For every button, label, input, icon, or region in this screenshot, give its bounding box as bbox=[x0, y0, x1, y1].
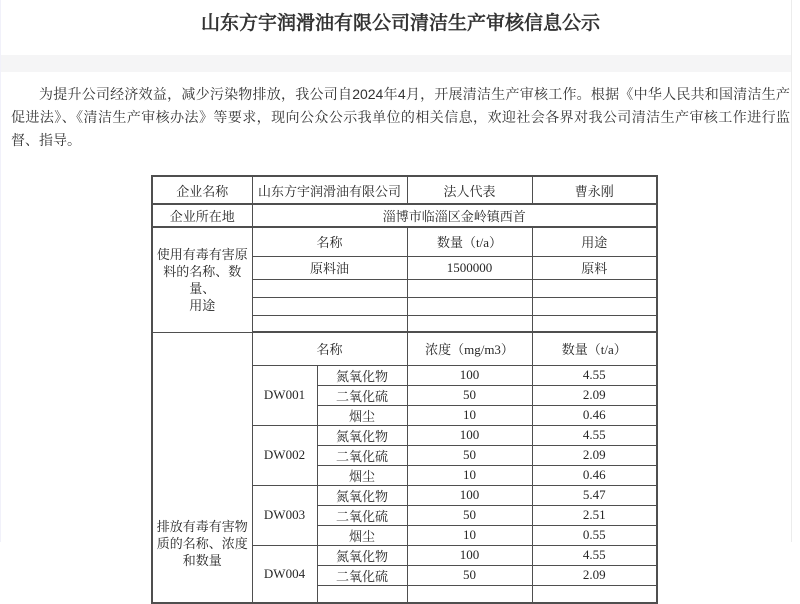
emissions-section-label bbox=[152, 332, 252, 603]
pollutant-conc-cell: 50 bbox=[407, 565, 532, 585]
empty-cell bbox=[252, 297, 407, 315]
pollutant-conc-cell: 10 bbox=[407, 465, 532, 485]
pollutant-conc-cell: 100 bbox=[407, 485, 532, 505]
pollutant-name-cell: 二氧化硫 bbox=[317, 505, 407, 525]
pollutant-qty-cell: 2.09 bbox=[532, 565, 657, 585]
materials-header-row bbox=[152, 227, 657, 256]
empty-cell bbox=[532, 279, 657, 297]
pollutant-name-cell: 氮氧化物 bbox=[317, 545, 407, 565]
empty-cell bbox=[407, 279, 532, 297]
outlet-id-cell: DW004 bbox=[252, 545, 317, 603]
emissions-label-line: 排放有毒有害物 bbox=[156, 518, 248, 534]
empty-cell bbox=[407, 315, 532, 332]
pollutant-name-cell: 烟尘 bbox=[317, 405, 407, 425]
page-title: 山东方宇润滑油有限公司清洁生产审核信息公示 bbox=[200, 13, 600, 34]
pollutant-qty-cell: 2.51 bbox=[532, 505, 657, 525]
empty-cell bbox=[532, 585, 657, 603]
material-qty-cell: 1500000 bbox=[407, 256, 532, 279]
pollutant-conc-cell: 100 bbox=[407, 425, 532, 445]
empty-cell bbox=[407, 297, 532, 315]
materials-col-use: 用途 bbox=[532, 227, 657, 256]
material-name-cell: 原料油 bbox=[252, 256, 407, 279]
pollutant-qty-cell: 4.55 bbox=[532, 425, 657, 445]
company-name-value: 山东方宇润滑油有限公司 bbox=[252, 176, 407, 204]
pollutant-qty-cell: 4.55 bbox=[532, 545, 657, 565]
pollutant-qty-cell: 0.55 bbox=[532, 525, 657, 545]
empty-cell bbox=[532, 315, 657, 332]
pollutant-name-cell: 烟尘 bbox=[317, 525, 407, 545]
pollutant-name-cell: 氮氧化物 bbox=[317, 485, 407, 505]
pollutant-conc-cell: 10 bbox=[407, 405, 532, 425]
empty-cell bbox=[317, 585, 407, 603]
emissions-label-line: 质的名称、浓度 bbox=[156, 535, 248, 551]
materials-label-line: 用途 bbox=[189, 297, 216, 313]
pollutant-qty-cell: 0.46 bbox=[532, 465, 657, 485]
audit-info-table bbox=[151, 175, 658, 604]
emissions-col-conc: 浓度（mg/m3） bbox=[407, 332, 532, 365]
pollutant-name-cell: 二氧化硫 bbox=[317, 445, 407, 465]
pollutant-conc-cell: 100 bbox=[407, 365, 532, 385]
legal-rep-label: 法人代表 bbox=[407, 176, 532, 204]
pollutant-name-cell: 氮氧化物 bbox=[317, 365, 407, 385]
pollutant-name-cell: 二氧化硫 bbox=[317, 565, 407, 585]
pollutant-conc-cell: 10 bbox=[407, 525, 532, 545]
table-row bbox=[152, 176, 657, 204]
pollutant-conc-cell: 50 bbox=[407, 445, 532, 465]
outlet-id-cell: DW001 bbox=[252, 365, 317, 425]
outlet-id-cell: DW002 bbox=[252, 425, 317, 485]
pollutant-qty-cell: 0.46 bbox=[532, 405, 657, 425]
emissions-header-row bbox=[152, 332, 657, 365]
empty-cell bbox=[252, 279, 407, 297]
pollutant-conc-cell: 100 bbox=[407, 545, 532, 565]
empty-cell bbox=[252, 315, 407, 332]
emissions-col-qty: 数量（t/a） bbox=[532, 332, 657, 365]
pollutant-conc-cell: 50 bbox=[407, 385, 532, 405]
pollutant-conc-cell: 50 bbox=[407, 505, 532, 525]
table-row bbox=[152, 204, 657, 227]
pollutant-qty-cell: 2.09 bbox=[532, 445, 657, 465]
page-header bbox=[1, 0, 800, 55]
intro-paragraph: 为提升公司经济效益，减少污染物排放，我公司自2024年4月，开展清洁生产审核工作。根据《中华人民共和国清洁生产促进法》、《清洁生产审核办法》等要求，现向公众公示我单位的相关信息，欢迎社会各界对我公司清洁生产审核工作进行监督、指导。 bbox=[11, 86, 790, 148]
materials-label-line: 料的名称、数量、 bbox=[163, 263, 242, 296]
materials-col-qty: 数量（t/a） bbox=[407, 227, 532, 256]
pollutant-qty-cell: 5.47 bbox=[532, 485, 657, 505]
header-divider-band bbox=[1, 55, 791, 72]
emissions-col-name: 名称 bbox=[252, 332, 407, 365]
materials-col-name: 名称 bbox=[252, 227, 407, 256]
location-value: 淄博市临淄区金岭镇西首 bbox=[252, 204, 657, 227]
empty-cell bbox=[407, 585, 532, 603]
pollutant-qty-cell: 4.55 bbox=[532, 365, 657, 385]
content-right-border bbox=[791, 0, 792, 542]
empty-cell bbox=[532, 297, 657, 315]
emissions-label-line: 和数量 bbox=[182, 552, 222, 568]
material-use-cell: 原料 bbox=[532, 256, 657, 279]
legal-rep-value: 曹永刚 bbox=[532, 176, 657, 204]
outlet-id-cell: DW003 bbox=[252, 485, 317, 545]
materials-label-line: 使用有毒有害原 bbox=[156, 246, 248, 262]
pollutant-name-cell: 二氧化硫 bbox=[317, 385, 407, 405]
location-label: 企业所在地 bbox=[152, 204, 252, 227]
pollutant-qty-cell: 2.09 bbox=[532, 385, 657, 405]
company-name-label: 企业名称 bbox=[152, 176, 252, 204]
pollutant-name-cell: 烟尘 bbox=[317, 465, 407, 485]
pollutant-name-cell: 氮氧化物 bbox=[317, 425, 407, 445]
materials-section-label bbox=[152, 227, 252, 332]
